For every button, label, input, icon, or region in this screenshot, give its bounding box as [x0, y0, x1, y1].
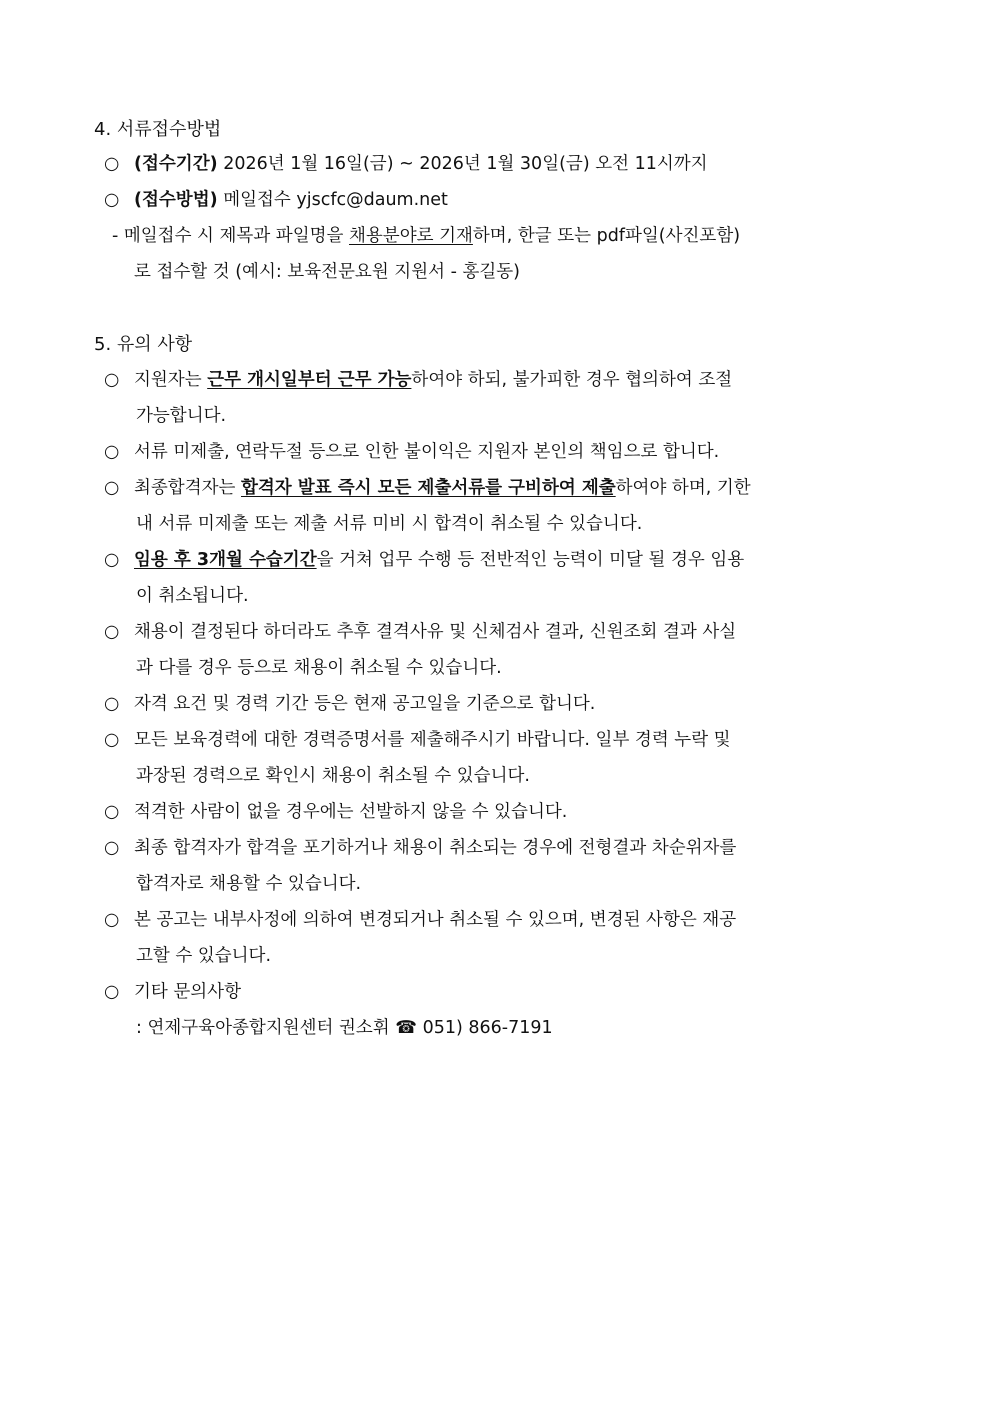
circle-bullet-icon: ○	[104, 982, 120, 1002]
notice-item-1-line1	[104, 362, 896, 398]
notice-item-7-text: 모든 보육경력에 대한 경력증명서를 제출해주시기 바랍니다. 일부 경력 누락 및	[134, 730, 731, 750]
notice-item-7-line2: 과장된 경력으로 확인시 채용이 취소될 수 있습니다.	[136, 766, 530, 786]
notice-item-5	[104, 614, 896, 686]
circle-bullet-icon: ○	[104, 370, 120, 390]
notice-item-2	[104, 434, 896, 470]
notice-item-7	[104, 722, 896, 794]
circle-bullet-icon: ○	[104, 622, 120, 642]
notice-item-10-line1	[104, 902, 896, 938]
notice-item-6	[104, 686, 896, 722]
receipt-period-value: 2026년 1월 16일(금) ~ 2026년 1월 30일(금) 오전 11시까지	[217, 154, 708, 174]
notice-item-3-line2: 내 서류 미제출 또는 제출 서류 미비 시 합격이 취소될 수 있습니다.	[136, 514, 643, 534]
notice-item-1-emphasis: 근무 개시일부터 근무 가능	[207, 370, 412, 390]
email-note-prefix: - 메일접수 시 제목과 파일명을	[112, 226, 349, 246]
email-note-line2: 로 접수할 것 (예시: 보육전문요원 지원서 - 홍길동)	[134, 262, 520, 282]
notice-item-1-post: 하여야 하되, 불가피한 경우 협의하여 조절	[411, 370, 733, 390]
circle-bullet-icon: ○	[104, 190, 120, 210]
notice-item-4-post: 을 거쳐 업무 수행 등 전반적인 능력이 미달 될 경우 임용	[316, 550, 745, 570]
circle-bullet-icon: ○	[104, 154, 120, 174]
notice-item-3-pre: 최종합격자는	[134, 478, 241, 498]
notice-item-10	[104, 902, 896, 974]
notice-item-3-line1	[104, 470, 896, 506]
receipt-method-label: (접수방법)	[134, 190, 218, 210]
notice-item-3-post: 하여야 하며, 기한	[615, 478, 751, 498]
section-4-heading: 4. 서류접수방법	[94, 119, 222, 140]
email-note-suffix: 하며, 한글 또는 pdf파일(사진포함)	[472, 226, 741, 246]
notice-item-4-emphasis: 임용 후 3개월 수습기간	[134, 550, 317, 570]
circle-bullet-icon: ○	[104, 550, 120, 570]
notice-item-10-text: 본 공고는 내부사정에 의하여 변경되거나 취소될 수 있으며, 변경된 사항은 재공	[134, 910, 737, 930]
notice-item-7-line1	[104, 722, 896, 758]
circle-bullet-icon: ○	[104, 910, 120, 930]
circle-bullet-icon: ○	[104, 694, 120, 714]
notice-item-8	[104, 794, 896, 830]
notice-item-8-text: 적격한 사람이 없을 경우에는 선발하지 않을 수 있습니다.	[134, 802, 568, 822]
notice-item-5-line1	[104, 614, 896, 650]
circle-bullet-icon: ○	[104, 838, 120, 858]
notice-item-6-text: 자격 요건 및 경력 기간 등은 현재 공고일을 기준으로 합니다.	[134, 694, 596, 714]
contact-text: : 연제구육아종합지원센터 권소휘 ☎ 051) 866-7191	[136, 1018, 553, 1038]
notice-item-11	[104, 974, 896, 1010]
receipt-period-item	[104, 146, 896, 182]
notice-item-3-emphasis: 합격자 발표 즉시 모든 제출서류를 구비하여 제출	[241, 478, 616, 498]
circle-bullet-icon: ○	[104, 478, 120, 498]
notice-item-4-line1	[104, 542, 896, 578]
circle-bullet-icon: ○	[104, 802, 120, 822]
email-note	[112, 218, 898, 290]
notice-item-4	[104, 542, 896, 614]
notice-item-5-line2: 과 다를 경우 등으로 채용이 취소될 수 있습니다.	[136, 658, 502, 678]
contact-line	[136, 1010, 928, 1046]
notice-item-1	[104, 362, 896, 434]
notice-item-1-line2: 가능합니다.	[136, 406, 227, 426]
notice-item-9-line1	[104, 830, 896, 866]
notice-item-5-text: 채용이 결정된다 하더라도 추후 결격사유 및 신체검사 결과, 신원조회 결과 사실	[134, 622, 737, 642]
receipt-period-label: (접수기간)	[134, 154, 218, 174]
notice-item-3	[104, 470, 896, 542]
receipt-method-value: 메일접수 yjscfc@daum.net	[217, 190, 448, 210]
email-note-line1	[112, 218, 898, 254]
notice-item-10-line2: 고할 수 있습니다.	[136, 946, 272, 966]
notice-item-9	[104, 830, 896, 902]
notice-item-9-line2: 합격자로 채용할 수 있습니다.	[136, 874, 362, 894]
notice-item-1-pre: 지원자는	[134, 370, 208, 390]
notice-item-11-text: 기타 문의사항	[134, 982, 241, 1002]
circle-bullet-icon: ○	[104, 442, 120, 462]
section-5-heading: 5. 유의 사항	[94, 334, 193, 355]
circle-bullet-icon: ○	[104, 730, 120, 750]
notice-item-2-text: 서류 미제출, 연락두절 등으로 인한 불이익은 지원자 본인의 책임으로 합니다.	[134, 442, 720, 462]
notice-item-4-line2: 이 취소됩니다.	[136, 586, 249, 606]
receipt-method-item	[104, 182, 896, 218]
email-note-underline: 채용분야로 기재	[349, 226, 473, 246]
notice-item-9-text: 최종 합격자가 합격을 포기하거나 채용이 취소되는 경우에 전형결과 차순위자를	[134, 838, 737, 858]
